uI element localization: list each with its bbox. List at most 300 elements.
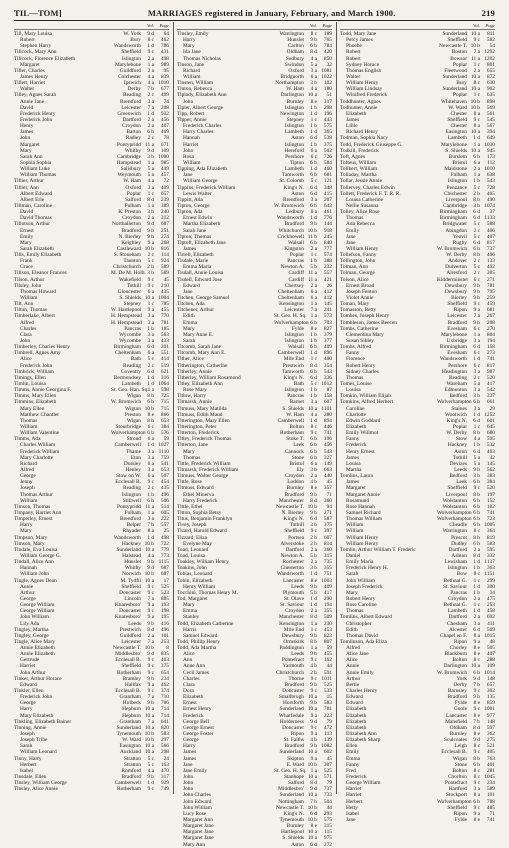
entry-volume: 10 b — [470, 104, 480, 111]
entry-page: 945 — [486, 147, 495, 154]
entry-volume: 6 b — [147, 129, 154, 136]
entry-volume: 6 b — [310, 43, 317, 50]
entry-name: Todd, Phillip Henry — [177, 638, 220, 645]
entry-district: Bradford — [284, 681, 304, 688]
entry-page: 520 — [486, 485, 495, 492]
entry-page: 121 — [323, 178, 332, 185]
entry-district: Fulham — [124, 202, 141, 209]
entry-volume: 8 b — [147, 393, 154, 400]
entry-page: 409 — [323, 583, 332, 590]
entry-volume: 6 a — [310, 147, 317, 154]
entry-name: Robert — [20, 37, 35, 44]
entry-page: 975 — [323, 835, 332, 842]
entry-name: James — [183, 245, 197, 252]
entry-page: 859 — [486, 700, 495, 707]
entry-district: W. Hartlepool — [111, 307, 142, 314]
entry-name: Ernest Henry — [183, 706, 212, 713]
entry-volume: 6 b — [310, 202, 317, 209]
entry-page: 397 — [323, 528, 332, 535]
entry-district: Cardiff — [288, 270, 304, 277]
entry-page: 589 — [160, 264, 169, 271]
entry-name: Herbert — [346, 798, 363, 805]
entry-page: 72 — [163, 178, 169, 185]
entry-volume: 1 a — [310, 767, 317, 774]
entry-volume: 10 a — [144, 577, 154, 584]
entry-page: 271 — [323, 509, 332, 516]
entry-district: Mile End — [283, 356, 304, 363]
entry-volume: 9 c — [147, 669, 154, 676]
entry-page: 543 — [323, 448, 332, 455]
entry-name: Edith — [346, 626, 358, 633]
entry-page: 649 — [486, 135, 495, 142]
entry-page: 781 — [323, 706, 332, 713]
entry-name: Thomas — [346, 215, 364, 222]
entry-name: Tiller, Charles — [14, 67, 45, 74]
entry-district: Christchurch — [113, 264, 141, 271]
entry-district: Pancras — [287, 258, 304, 265]
entry-volume: 6 d — [473, 215, 480, 222]
entry-district: King's N. — [283, 810, 304, 817]
entry-page: 977 — [486, 712, 495, 719]
entry-district: Camberwell — [277, 350, 304, 357]
entry-name: Edwin Goddard — [346, 417, 381, 424]
entry-page: 506 — [160, 497, 169, 504]
entry-volume: 7 a — [473, 313, 480, 320]
entry-district: Burnley — [449, 731, 467, 738]
entry-district: Cambridge — [443, 202, 467, 209]
entry-volume: 3 b — [473, 202, 480, 209]
entry-volume: 10 a — [144, 743, 154, 750]
entry-district: Wandsworth — [276, 571, 304, 578]
entry-name: Timpany, Harriet Ann — [14, 509, 62, 516]
entry-district: H. Hempstead — [111, 313, 142, 320]
entry-name: Harry — [183, 743, 196, 750]
entry-district: Ledbury — [285, 209, 304, 216]
entry-name: Titton, Sophia Betsy — [177, 509, 222, 516]
entry-name: Tillett, Harriet — [14, 80, 45, 87]
entry-district: Newcastle T. — [276, 804, 304, 811]
entry-page: 641 — [160, 718, 169, 725]
entry-page: 267 — [486, 313, 495, 320]
entry-page: 431 — [160, 49, 169, 56]
entry-page: 583 — [323, 700, 332, 707]
entry-name: Tindale, Eva Louisa — [14, 546, 58, 553]
entry-volume: 1 b — [310, 258, 317, 265]
entry-page: 765 — [323, 37, 332, 44]
entry-volume: 7 a — [310, 307, 317, 314]
entry-page: 51 — [326, 92, 332, 99]
entry-district: Wigan — [452, 755, 467, 762]
entry-name: Tomes, Louise — [340, 381, 372, 388]
entry-district: Grantham — [119, 718, 141, 725]
entry-name: Tolman, Ann — [340, 264, 369, 271]
entry-volume: 8 e — [473, 645, 480, 652]
entry-name: Toakley, William Henry — [177, 559, 229, 566]
entry-name: David — [20, 209, 34, 216]
entry-district: Wandsworth — [113, 534, 141, 541]
entry-name: William George G. — [20, 552, 62, 559]
entry-volume: 8 d — [310, 780, 317, 787]
entry-district: Ecclesall B. — [441, 749, 467, 756]
entry-name: Hetty — [346, 804, 358, 811]
entry-volume: 6 a — [473, 159, 480, 166]
entry-volume: 8 c — [473, 774, 480, 781]
entry-page: 195 — [160, 614, 169, 621]
entry-volume: 7 a — [147, 694, 154, 701]
entry-volume: 2 c — [473, 258, 480, 265]
entry-volume: 1 d — [473, 135, 480, 142]
entry-page: 723 — [486, 516, 495, 523]
entry-volume: 6 c — [473, 350, 480, 357]
entry-page: 569 — [486, 626, 495, 633]
entry-district: Warrington — [279, 31, 304, 37]
entry-page: 839 — [160, 73, 169, 80]
entry-name: Ernest Broad — [346, 282, 375, 289]
entry-page: 490 — [486, 196, 495, 203]
entry-volume: 6 b — [473, 503, 480, 510]
entry-page: 521 — [486, 743, 495, 750]
entry-volume: 1 b — [310, 393, 317, 400]
entry-volume: 2 c — [473, 227, 480, 234]
entry-district: W. Ham — [286, 411, 304, 418]
entry-name: Tobin, Elizabeth — [177, 577, 213, 584]
entry-district: Dudley — [451, 540, 467, 547]
entry-volume: 9 b — [473, 295, 480, 302]
entry-page: 210 — [160, 282, 169, 289]
entry-name: William — [346, 522, 364, 529]
entry-name: Tilton, Thomas — [14, 307, 47, 314]
entry-district: Knaresboro' — [114, 614, 141, 621]
entry-name: Isabel — [346, 810, 359, 817]
entry-district: Lancaster — [446, 712, 467, 719]
entry-page: 595 — [486, 436, 495, 443]
entry-district: Whitchurch — [278, 227, 304, 234]
entry-name: Tollervey, Charles Edwin — [340, 184, 395, 191]
entry-name: Tingle, Alice Mary — [14, 638, 55, 645]
entry-district: Oldham — [449, 724, 467, 731]
entry-name: George Foster — [183, 731, 214, 738]
entry-district: Hackney — [121, 540, 141, 547]
entry-page: 894 — [323, 417, 332, 424]
entry-volume: 10 a — [307, 835, 317, 842]
entry-page: 816 — [160, 245, 169, 252]
entry-page: 663 — [323, 466, 332, 473]
entry-volume: 6 a — [147, 473, 154, 480]
entry-name: Lillie — [346, 123, 358, 130]
entry-volume: 1 d — [310, 417, 317, 424]
entry-page: 498 — [160, 55, 169, 62]
entry-volume: 9 b — [310, 221, 317, 228]
entry-name: Hannah — [20, 565, 37, 572]
entry-district: Paddington — [279, 645, 304, 652]
entry-volume: 3 a — [147, 454, 154, 461]
entry-volume: 7 b — [473, 681, 480, 688]
entry-volume: 9 b — [473, 466, 480, 473]
entry-name: Emily Willmot — [346, 430, 379, 437]
entry-volume: 4 a — [147, 80, 154, 87]
entry-volume: 9 c — [310, 528, 317, 535]
entry-volume: 9 c — [473, 301, 480, 308]
entry-page: 44 — [326, 663, 332, 670]
entry-name: Timson, Mary — [14, 540, 45, 547]
entry-district: Uxbridge — [446, 338, 467, 345]
entry-volume: 10 b — [307, 817, 317, 823]
entry-name: Elizabeth — [346, 110, 367, 117]
entry-page: 605 — [160, 509, 169, 516]
entry-name: Rosa — [183, 153, 194, 160]
entry-page: 1081 — [321, 67, 332, 74]
entry-page: 29 — [489, 405, 495, 412]
entry-volume: 8 c — [147, 37, 154, 44]
entry-volume: 6 d — [310, 516, 317, 523]
entry-name: Jane — [183, 761, 193, 768]
entry-district: Sheffield — [447, 301, 467, 308]
entry-district: Newcastle T. — [439, 43, 467, 50]
entry-volume: 9 c — [310, 430, 317, 437]
entry-district: Dewsbury — [444, 288, 467, 295]
entry-volume: 9 a — [147, 239, 154, 246]
entries-columns — [14, 22, 495, 848]
entry-page: 443 — [323, 116, 332, 123]
entry-district: Ely — [296, 466, 304, 473]
entry-district: Leeds — [291, 583, 304, 590]
entry-name: George William — [346, 780, 381, 787]
entry-page: 692 — [486, 614, 495, 621]
entry-district: Wolverhampton — [111, 430, 146, 437]
entry-page: 348 — [323, 184, 332, 191]
entry-district: Bath — [130, 356, 141, 363]
entry-district: Lambeth — [447, 135, 467, 142]
entry-page: 409 — [160, 184, 169, 191]
entry-district: Wigton — [125, 405, 141, 412]
entry-district: Marylebone — [440, 331, 467, 338]
entry-district: King's N. — [283, 374, 304, 381]
entry-name: Tollington, John — [340, 258, 376, 265]
entry-district: S. Stoneham — [113, 252, 141, 259]
entry-name: Tilson, Arthur — [14, 276, 45, 283]
entry-district: Croydon — [122, 215, 141, 222]
entry-name: Tindall, Alice Ann — [14, 559, 54, 566]
entry-volume: 2 b — [310, 534, 317, 541]
entry-volume: 5 b — [310, 552, 317, 559]
entry-volume: 9 b — [147, 227, 154, 234]
entry-volume: 10 a — [307, 706, 317, 713]
entry-name: Martha Elizabeth — [183, 221, 221, 228]
entry-page: 182 — [486, 503, 495, 510]
entry-district: N. Bierley — [281, 509, 304, 516]
entry-district: Croydon — [285, 608, 304, 615]
entry-name: Hannah — [183, 135, 200, 142]
entry-district: Manchester — [278, 614, 304, 621]
entry-page: 239 — [160, 196, 169, 203]
entry-volume: 1 d — [310, 110, 317, 117]
entry-volume: 9 d — [147, 147, 154, 154]
entry-name: John — [183, 147, 194, 154]
entry-district: Lincoln — [124, 595, 141, 602]
entry-name: Edward — [20, 681, 37, 688]
entry-page: 1252 — [484, 411, 495, 418]
entry-name: Tombs, Alfred — [340, 344, 372, 351]
entry-page: 525 — [323, 681, 332, 688]
entry-page: 461 — [323, 209, 332, 216]
entry-page: 87 — [326, 387, 332, 394]
entry-district: St. Saviour — [280, 602, 304, 609]
entry-district: St. Olave — [283, 595, 304, 602]
entry-name: Todd, Frederick Giuseppe G. — [340, 141, 403, 148]
entry-page: 298 — [160, 749, 169, 756]
entry-name: Tinny, Harry — [14, 755, 42, 762]
entry-district: Reading — [123, 362, 141, 369]
entry-name: Violet Annie — [346, 295, 374, 302]
entry-name: Harry — [20, 706, 33, 713]
entry-volume: 5 b — [310, 589, 317, 596]
entry-district: Bethnal G. — [443, 577, 467, 584]
entry-volume: 6 d — [473, 344, 480, 351]
entry-volume: 9 b — [473, 319, 480, 326]
entry-volume: 1 c — [310, 252, 317, 259]
entry-page: 101 — [486, 792, 495, 799]
entry-page: 498 — [160, 534, 169, 541]
entry-name: Emily — [346, 227, 360, 234]
entry-volume: 1 b — [147, 491, 154, 498]
entry-district: Islington — [284, 331, 304, 338]
entry-page: 776 — [323, 215, 332, 222]
entry-name: Mary — [183, 325, 195, 332]
entry-district: Fylde — [454, 700, 467, 707]
entry-district: Barnsley — [447, 688, 467, 695]
entry-volume: 8 c — [473, 743, 480, 750]
entry-district: Bradford — [284, 221, 304, 228]
entry-page: 1151 — [484, 571, 495, 578]
entry-name: Edward — [346, 694, 363, 701]
entry-page: 78 — [163, 135, 169, 142]
entry-district: H. Hempstead — [111, 319, 142, 326]
entry-volume: 9 a — [310, 712, 317, 719]
entry-name: Tiplady, Elizabeth Ann — [177, 92, 227, 99]
entry-volume: 3 a — [473, 387, 480, 394]
entry-volume: 9 c — [147, 276, 154, 283]
entry-volume: 2 a — [310, 473, 317, 480]
entry-volume: 3 a — [147, 466, 154, 473]
entry-name: Harry — [20, 522, 33, 529]
entry-name: Fanny — [346, 350, 360, 357]
entry-name: Joseph Frederick — [346, 583, 383, 590]
entry-name: Ada Rebecca — [346, 221, 375, 228]
entry-district: Chichester — [443, 190, 467, 197]
entry-name: Frederick Henry H. — [346, 565, 389, 572]
entry-district: Barnet — [289, 399, 304, 406]
entry-page: 455 — [323, 651, 332, 658]
entry-volume: 8 e — [473, 731, 480, 738]
entry-name: Tinton, Rebecca — [177, 86, 213, 93]
entry-page: 462 — [160, 37, 169, 44]
entry-volume: 2 a — [310, 559, 317, 566]
column-header-vol: Vol. — [472, 23, 480, 28]
entry-page: 95 — [163, 67, 169, 74]
entry-name: Frederick John — [20, 362, 53, 369]
entry-name: Walter — [20, 86, 35, 93]
entry-page: 193 — [160, 602, 169, 609]
entry-page: 653 — [160, 417, 169, 424]
entry-volume: 6 d — [473, 209, 480, 216]
entry-name: Lucy Rose — [183, 810, 207, 817]
entry-district: Islington — [121, 491, 141, 498]
entry-district: Penzance — [446, 184, 467, 191]
entry-volume: 4 a — [147, 178, 154, 185]
entry-name: Titcomb, Mary Ann E. — [177, 350, 226, 357]
entry-name: Till, Mary Louisa — [14, 31, 52, 37]
entry-district: Rotherham — [117, 669, 141, 676]
entry-volume: 7 b — [310, 798, 317, 805]
page-number: 219 — [481, 7, 495, 18]
entry-volume: 3 a — [310, 399, 317, 406]
entry-district: Stow — [455, 436, 467, 443]
entry-page: 288 — [486, 657, 495, 664]
entry-volume: 10 b — [144, 737, 154, 744]
entry-volume: 7 b — [147, 86, 154, 93]
entry-page: 364 — [486, 528, 495, 535]
entry-district: Skipton — [287, 755, 304, 762]
entry-district: Reading — [123, 485, 141, 492]
entry-name: William Henry — [346, 245, 379, 252]
entry-name: Arthur — [346, 675, 361, 682]
entry-page: 784 — [323, 43, 332, 50]
entry-district: Taunton — [123, 258, 141, 265]
entry-page: 1133 — [484, 215, 495, 222]
entry-page: 259 — [486, 295, 495, 302]
entry-district: Bethnal G. — [443, 602, 467, 609]
entry-district: Cheltenham — [277, 295, 304, 302]
entry-page: 710 — [160, 694, 169, 701]
entry-district: Tothill — [452, 454, 467, 461]
entry-page: 317 — [323, 98, 332, 105]
entry-volume: 7 a — [473, 49, 480, 56]
entry-district: Middlesbro' — [115, 651, 141, 658]
entry-name: Mary — [183, 43, 195, 50]
entry-name: George William — [20, 608, 55, 615]
entry-volume: 1 c — [473, 577, 480, 584]
entry-name: Phoebe — [346, 43, 362, 50]
entry-name: Tittle, Frederick William — [177, 460, 231, 467]
entry-district: Marylebone — [440, 141, 467, 148]
entry-volume: 10 b — [470, 98, 480, 105]
entry-page: 714 — [160, 712, 169, 719]
entry-volume: 9 c — [147, 49, 154, 56]
entry-district: Wandsworth — [113, 43, 141, 50]
entry-page: 509 — [323, 614, 332, 621]
entry-volume: 6 a — [147, 460, 154, 467]
entry-page: 45 — [326, 755, 332, 762]
entry-volume: 1 d — [147, 110, 154, 117]
entry-volume: 2 a — [147, 67, 154, 74]
entry-name: Timms, Ada — [14, 436, 41, 443]
entry-volume: 8 d — [147, 196, 154, 203]
entry-volume: 8 d — [147, 626, 154, 633]
entry-page: 725 — [160, 393, 169, 400]
entry-page: 601 — [486, 417, 495, 424]
entry-volume: 9 b — [310, 743, 317, 750]
entry-page: 575 — [323, 817, 332, 823]
entry-name: Florence — [346, 356, 365, 363]
entry-district: Coventry — [120, 368, 141, 375]
entry-name: Dora — [183, 688, 194, 695]
entry-district: Crickhowell — [277, 233, 304, 240]
entry-district: Salford — [125, 196, 141, 203]
entry-district: W. Ward — [122, 737, 141, 744]
entry-name: Lily Ada — [20, 620, 40, 627]
entry-page: 587 — [323, 516, 332, 523]
entry-district: Ipswich — [123, 80, 141, 87]
